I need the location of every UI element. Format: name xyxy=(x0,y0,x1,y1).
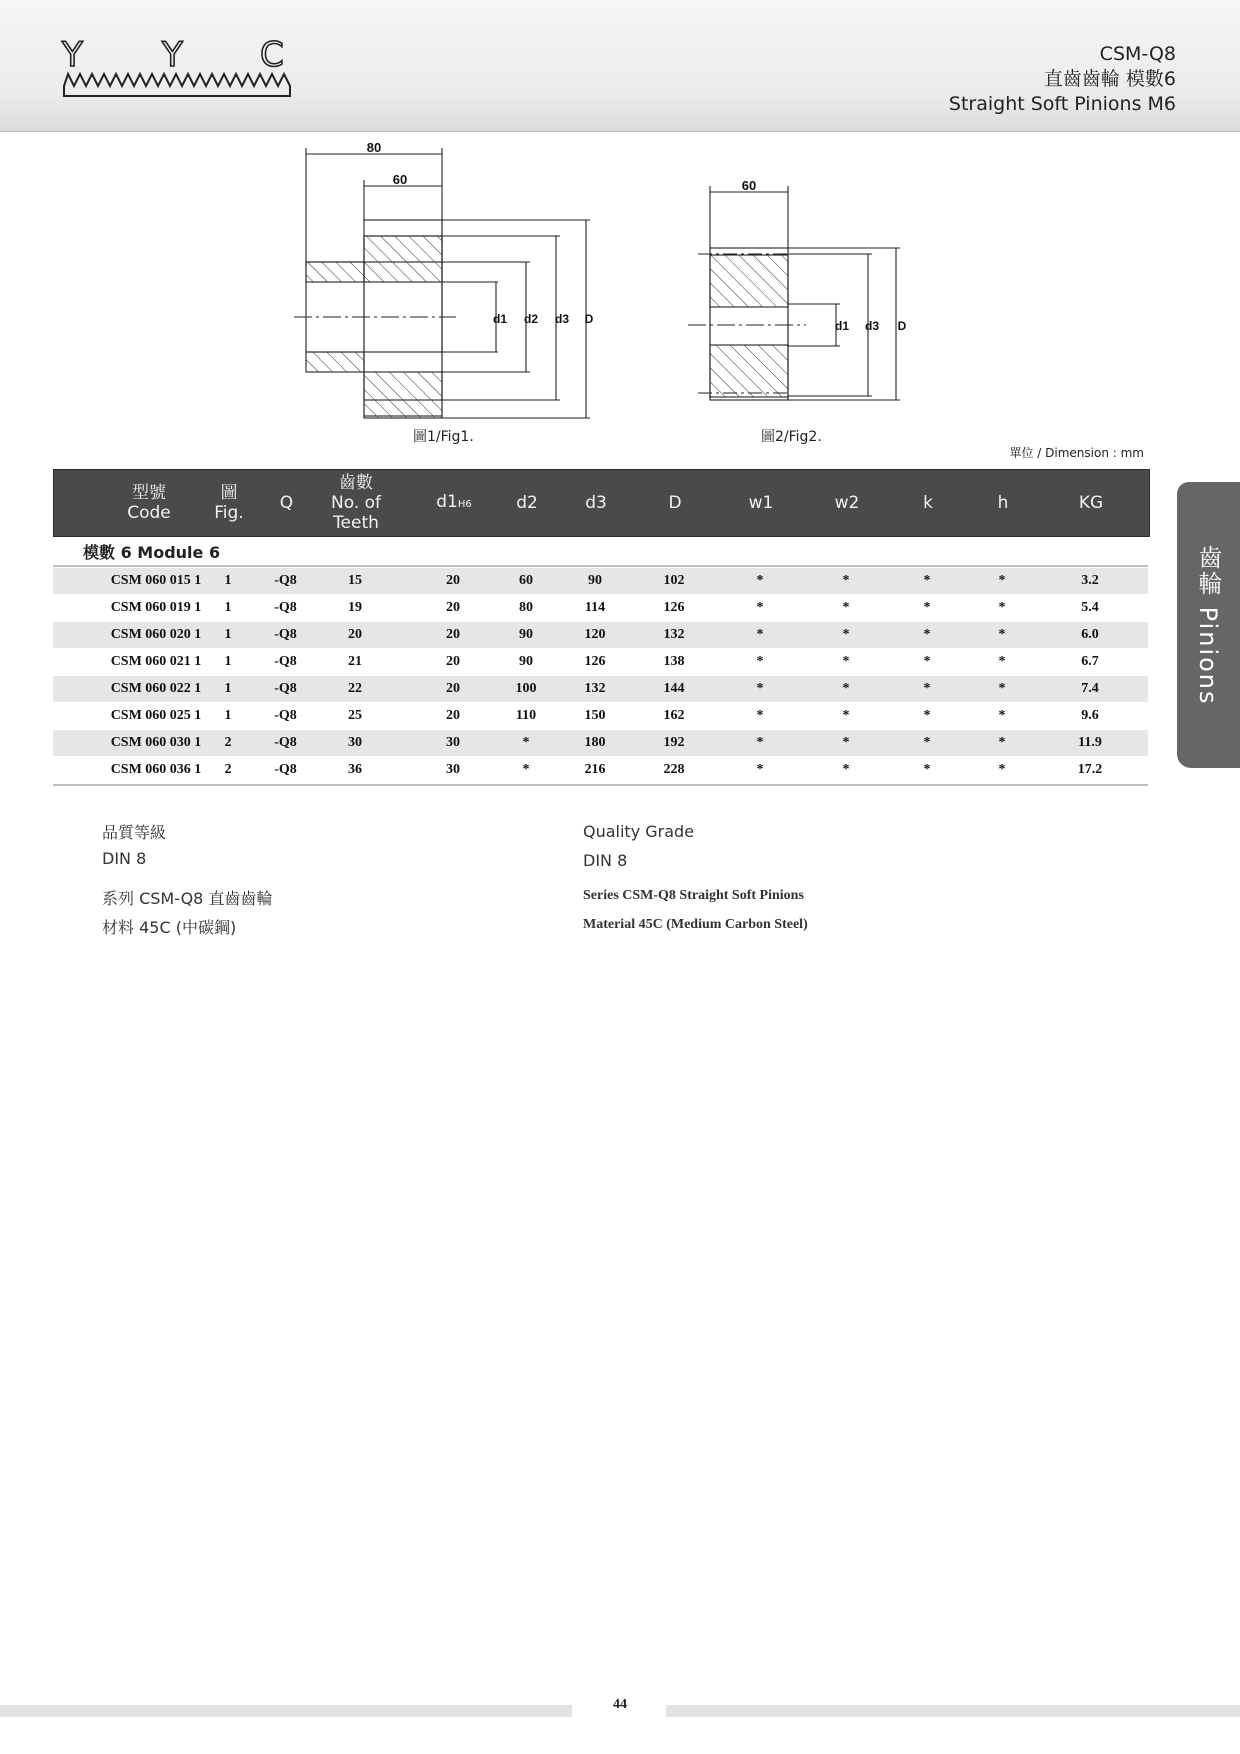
cell-k: * xyxy=(923,573,931,588)
cell-w2: * xyxy=(842,654,850,669)
col-q-label: Q xyxy=(279,493,294,513)
cell-k: * xyxy=(923,681,931,696)
col-d3 xyxy=(571,470,621,536)
cell-q: -Q8 xyxy=(274,681,297,696)
cell-d2: * xyxy=(522,735,530,750)
side-tab-label: 齒輪 Pinions xyxy=(1194,544,1222,706)
table-row xyxy=(53,568,1148,594)
cell-fig: 1 xyxy=(224,708,232,723)
cell-w1: * xyxy=(756,600,764,615)
cell-h: * xyxy=(998,681,1006,696)
cell-q: -Q8 xyxy=(274,600,297,615)
logo-letter-1: Y xyxy=(62,36,83,75)
cell-h: * xyxy=(998,762,1006,777)
note-zh-series: 系列 CSM-Q8 直齒齒輪 xyxy=(102,889,273,908)
col-d2-label: d2 xyxy=(516,493,538,513)
cell-code: CSM 060 020 1 xyxy=(110,627,202,642)
cell-q: -Q8 xyxy=(274,627,297,642)
cell-fig: 1 xyxy=(224,600,232,615)
note-zh-material: 材料 45C (中碳鋼) xyxy=(102,918,237,937)
col-q xyxy=(264,470,309,536)
cell-h: * xyxy=(998,627,1006,642)
cell-d2: * xyxy=(522,762,530,777)
col-d1-sub: H6 xyxy=(457,498,472,510)
cell-code: CSM 060 036 1 xyxy=(110,762,202,777)
cell-h: * xyxy=(998,600,1006,615)
note-en-series: Series CSM-Q8 Straight Soft Pinions xyxy=(583,888,804,903)
cell-d2: 100 xyxy=(515,681,537,696)
cell-d2: 110 xyxy=(515,708,537,723)
fig1-label-d2: d2 xyxy=(523,312,539,326)
cell-d1: 20 xyxy=(446,681,460,696)
fig2-dim-width: 60 xyxy=(741,178,757,193)
cell-code: CSM 060 019 1 xyxy=(110,600,202,615)
col-kg xyxy=(1066,470,1116,536)
table-row xyxy=(53,730,1148,756)
cell-h: * xyxy=(998,654,1006,669)
fig1-label-d3: d3 xyxy=(554,312,570,326)
cell-d2: 60 xyxy=(519,573,533,588)
cell-q: -Q8 xyxy=(274,735,297,750)
unit-note: 單位 / Dimension : mm xyxy=(1009,446,1144,460)
col-h xyxy=(978,470,1028,536)
figure-2 xyxy=(688,186,900,400)
cell-fig: 1 xyxy=(224,681,232,696)
fig1-label-D: D xyxy=(584,312,594,326)
cell-w1: * xyxy=(756,573,764,588)
title-zh: 直齒齒輪 模數6 xyxy=(1043,68,1176,90)
cell-teeth: 15 xyxy=(348,573,362,588)
cell-d3: 120 xyxy=(584,627,606,642)
note-en-quality-value: DIN 8 xyxy=(583,851,628,870)
col-d3-label: d3 xyxy=(585,493,607,513)
fig1-caption: 圖1/Fig1. xyxy=(413,429,474,445)
cell-q: -Q8 xyxy=(274,708,297,723)
cell-w2: * xyxy=(842,627,850,642)
cell-d3: 90 xyxy=(588,573,602,588)
cell-kg: 6.7 xyxy=(1081,654,1099,669)
cell-k: * xyxy=(923,735,931,750)
cell-d3: 126 xyxy=(584,654,606,669)
page-number: 44 xyxy=(613,1697,627,1712)
cell-code: CSM 060 025 1 xyxy=(110,708,202,723)
cell-D: 228 xyxy=(663,762,685,777)
cell-q: -Q8 xyxy=(274,654,297,669)
col-teeth-en1: No. of xyxy=(330,493,381,513)
note-en-material: Material 45C (Medium Carbon Steel) xyxy=(583,917,808,932)
table-row xyxy=(53,649,1148,675)
table-row xyxy=(53,676,1148,702)
col-teeth xyxy=(316,470,396,536)
cell-w1: * xyxy=(756,654,764,669)
cell-fig: 1 xyxy=(224,627,232,642)
cell-w2: * xyxy=(842,735,850,750)
fig1-label-d1: d1 xyxy=(492,312,508,326)
cell-D: 126 xyxy=(663,600,685,615)
cell-k: * xyxy=(923,762,931,777)
cell-kg: 6.0 xyxy=(1081,627,1099,642)
cell-teeth: 22 xyxy=(348,681,362,696)
cell-w1: * xyxy=(756,735,764,750)
page-header xyxy=(0,0,1240,132)
cell-d3: 150 xyxy=(584,708,606,723)
cell-d2: 90 xyxy=(519,627,533,642)
table-row xyxy=(53,595,1148,621)
note-en-quality-label: Quality Grade xyxy=(583,822,695,841)
cell-k: * xyxy=(923,627,931,642)
technical-drawing xyxy=(260,130,980,450)
title-en: Straight Soft Pinions M6 xyxy=(948,93,1176,115)
table-header xyxy=(53,469,1150,537)
cell-q: -Q8 xyxy=(274,762,297,777)
col-k-label: k xyxy=(923,493,933,513)
cell-fig: 1 xyxy=(224,573,232,588)
cell-fig: 1 xyxy=(224,654,232,669)
logo-letter-3: C xyxy=(260,36,284,75)
header-titles xyxy=(949,42,1176,117)
yyc-logo xyxy=(60,36,294,100)
table-row xyxy=(53,703,1148,729)
cell-h: * xyxy=(998,573,1006,588)
fig2-label-d1: d1 xyxy=(834,319,850,333)
note-zh-quality-value: DIN 8 xyxy=(102,849,147,868)
col-w2-label: w2 xyxy=(834,493,860,513)
cell-d1: 30 xyxy=(446,735,460,750)
fig1-dim-outer: 80 xyxy=(366,140,382,155)
cell-kg: 9.6 xyxy=(1081,708,1099,723)
cell-w2: * xyxy=(842,762,850,777)
cell-teeth: 25 xyxy=(348,708,362,723)
cell-teeth: 19 xyxy=(348,600,362,615)
cell-d2: 90 xyxy=(519,654,533,669)
col-code-zh: 型號 xyxy=(132,483,166,503)
cell-d1: 20 xyxy=(446,708,460,723)
cell-d3: 132 xyxy=(584,681,606,696)
module-divider xyxy=(53,565,1148,567)
cell-D: 144 xyxy=(663,681,685,696)
cell-w1: * xyxy=(756,762,764,777)
module-label: 模數 6 Module 6 xyxy=(83,543,221,562)
fig2-label-d3: d3 xyxy=(864,319,880,333)
cell-w2: * xyxy=(842,681,850,696)
col-D-label: D xyxy=(668,493,682,513)
cell-kg: 11.9 xyxy=(1078,735,1102,750)
side-tab-label-wrap xyxy=(1177,482,1240,768)
logo-letter-2: Y xyxy=(162,36,183,75)
cell-d3: 180 xyxy=(584,735,606,750)
col-h-label: h xyxy=(997,493,1009,513)
cell-d3: 114 xyxy=(584,600,606,615)
col-D xyxy=(650,470,700,536)
cell-d1: 20 xyxy=(446,573,460,588)
cell-D: 192 xyxy=(663,735,685,750)
cell-h: * xyxy=(998,735,1006,750)
col-w1-label: w1 xyxy=(748,493,774,513)
cell-code: CSM 060 015 1 xyxy=(110,573,202,588)
cell-k: * xyxy=(923,708,931,723)
cell-teeth: 20 xyxy=(348,627,362,642)
cell-d1: 30 xyxy=(446,762,460,777)
cell-w1: * xyxy=(756,627,764,642)
cell-d1: 20 xyxy=(446,654,460,669)
fig1-dim-inner: 60 xyxy=(392,172,408,187)
col-fig xyxy=(204,470,254,536)
col-w2 xyxy=(822,470,872,536)
cell-D: 132 xyxy=(663,627,685,642)
cell-teeth: 30 xyxy=(348,735,362,750)
cell-teeth: 36 xyxy=(348,762,362,777)
cell-w2: * xyxy=(842,573,850,588)
cell-d1: 20 xyxy=(446,600,460,615)
footer-bar-right xyxy=(666,1705,1240,1717)
cell-code: CSM 060 030 1 xyxy=(110,735,202,750)
footer-bar-left xyxy=(0,1705,572,1717)
cell-d2: 80 xyxy=(519,600,533,615)
col-d2 xyxy=(502,470,552,536)
col-fig-zh: 圖 xyxy=(220,483,238,503)
cell-k: * xyxy=(923,654,931,669)
table-row xyxy=(53,622,1148,648)
cell-D: 138 xyxy=(663,654,685,669)
cell-kg: 5.4 xyxy=(1081,600,1099,615)
table-bottom-rule xyxy=(53,784,1148,786)
col-d1-label: d1 xyxy=(436,491,458,512)
cell-kg: 7.4 xyxy=(1081,681,1099,696)
col-k xyxy=(903,470,953,536)
col-code xyxy=(99,470,199,536)
cell-q: -Q8 xyxy=(274,573,297,588)
cell-k: * xyxy=(923,600,931,615)
cell-kg: 3.2 xyxy=(1081,573,1099,588)
cell-w2: * xyxy=(842,600,850,615)
cell-D: 162 xyxy=(663,708,685,723)
fig2-caption: 圖2/Fig2. xyxy=(761,429,822,445)
product-code: CSM-Q8 xyxy=(1099,43,1176,65)
cell-fig: 2 xyxy=(224,735,232,750)
cell-h: * xyxy=(998,708,1006,723)
col-teeth-en2: Teeth xyxy=(333,513,379,533)
cell-w1: * xyxy=(756,681,764,696)
cell-kg: 17.2 xyxy=(1077,762,1103,777)
figure-1 xyxy=(294,148,590,418)
cell-w2: * xyxy=(842,708,850,723)
cell-fig: 2 xyxy=(224,762,232,777)
table-row xyxy=(53,757,1148,783)
cell-w1: * xyxy=(756,708,764,723)
col-teeth-zh: 齒數 xyxy=(339,473,373,493)
cell-code: CSM 060 022 1 xyxy=(110,681,202,696)
col-fig-en: Fig. xyxy=(214,503,244,523)
fig2-label-D: D xyxy=(897,319,907,333)
cell-teeth: 21 xyxy=(348,654,362,669)
cell-d1: 20 xyxy=(446,627,460,642)
col-d1 xyxy=(424,470,484,536)
col-kg-label: KG xyxy=(1078,493,1104,513)
col-code-en: Code xyxy=(127,503,171,523)
logo-rack-teeth xyxy=(64,74,290,96)
note-zh-quality-label: 品質等級 xyxy=(102,823,167,842)
cell-code: CSM 060 021 1 xyxy=(110,654,202,669)
cell-D: 102 xyxy=(663,573,685,588)
cell-d3: 216 xyxy=(584,762,606,777)
col-w1 xyxy=(736,470,786,536)
